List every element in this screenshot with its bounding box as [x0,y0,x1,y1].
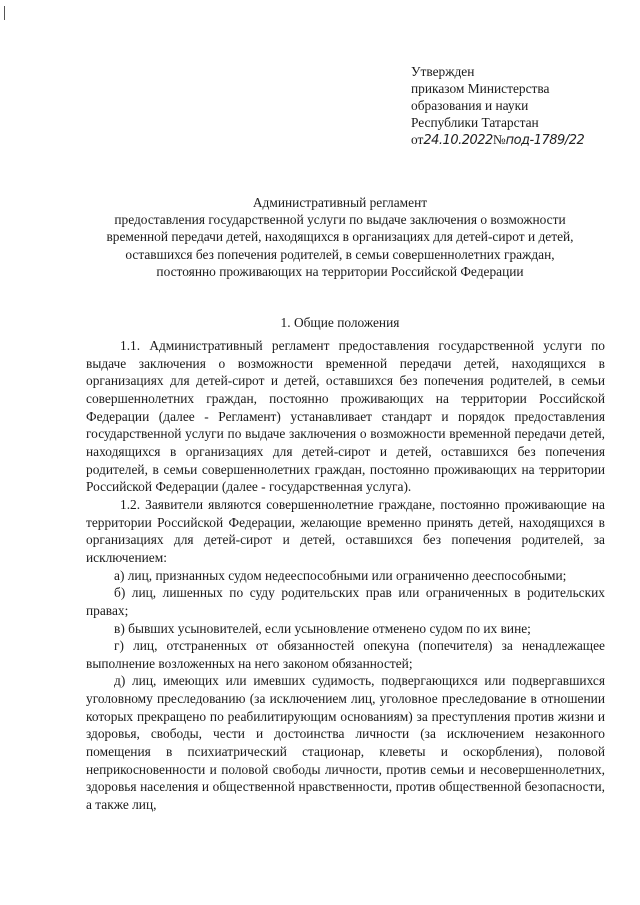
list-item-b: б) лиц, лишенных по суду родительских прав или ограниченных в родительских правах; [86,585,605,618]
approval-line-3: образования и науки [411,98,529,113]
paragraph-1-2: 1.2. Заявители являются совершеннолетние граждане, постоянно проживающие на территории Российской Федерации, желающие временно принять детей, находящихся в организациях для детей-сирот и детей, оставшихся без попечения родителей, за исключением: [86,496,605,565]
title-line-3: временной передачи детей, находящихся в организациях для детей-сирот и детей, [106,229,574,245]
approval-line-4: Республики Татарстан [411,115,539,130]
margin-mark [4,6,5,20]
list-item-g: г) лиц, отстраненных от обязанностей опекуна (попечителя) за ненадлежащее выполнение возложенных на него законом обязанностей; [86,638,605,671]
approval-line-2: приказом Министерства [411,81,550,96]
approval-date-line [411,131,611,149]
paragraph-1-1: 1.1. Административный регламент предоставления государственной услуги по выдаче заключения о возможности временной передачи детей, находящихся в организациях для детей-сирот и детей, оставшихся без попечения родителей, в семьи совершеннолетних граждан, постоянно проживающих на территории Российской Федерации (далее - Регламент) устанавливает стандарт и порядок предоставления государственной услуги по выдаче заключения о возможности временной передачи детей, находящихся в организациях для детей-сирот и детей, оставшихся без попечения родителей, в семьи совершеннолетних граждан, постоянно проживающих на территории Российской Федерации (далее - государственная услуга). [86,338,605,495]
approval-number: под-1789/22 [505,133,585,148]
approval-number-label: № [492,132,506,147]
title-line-1: Административный регламент [252,195,428,210]
approval-block [411,63,611,149]
title-line-5: постоянно проживающих на территории Российской Федерации [156,263,524,279]
document-title [60,194,620,280]
title-line-4: оставшихся без попечения родителей, в семьи совершеннолетних граждан, [125,246,555,262]
title-line-2: предоставления государственной услуги по выдаче заключения о возможности [114,212,566,228]
document-body [86,337,605,814]
approval-date: 24.10.2022 [423,133,493,148]
section-heading: 1. Общие положения [280,315,400,330]
list-item-v: в) бывших усыновителей, если усыновление отменено судом по их вине; [114,620,531,636]
list-item-d: д) лиц, имеющих или имевших судимость, подвергающихся или подвергавшихся уголовному преследованию (за исключением лиц, уголовное преследование в отношении которых прекращено по реабилитирующим основаниям) за преступления против жизни и здоровья, свободы, чести и достоинства личности (за исключением незаконного помещения в психиатрический стационар, клеветы и оскорбления), половой неприкосновенности и половой свободы личности, против семьи и несовершеннолетних, здоровья населения и общественной нравственности, против общественной безопасности, а также лиц, [86,673,605,813]
list-item-a: а) лиц, признанных судом недееспособными или ограниченно дееспособными; [114,567,567,583]
approval-line-1: Утвержден [411,64,475,79]
approval-prefix: от [411,132,424,147]
